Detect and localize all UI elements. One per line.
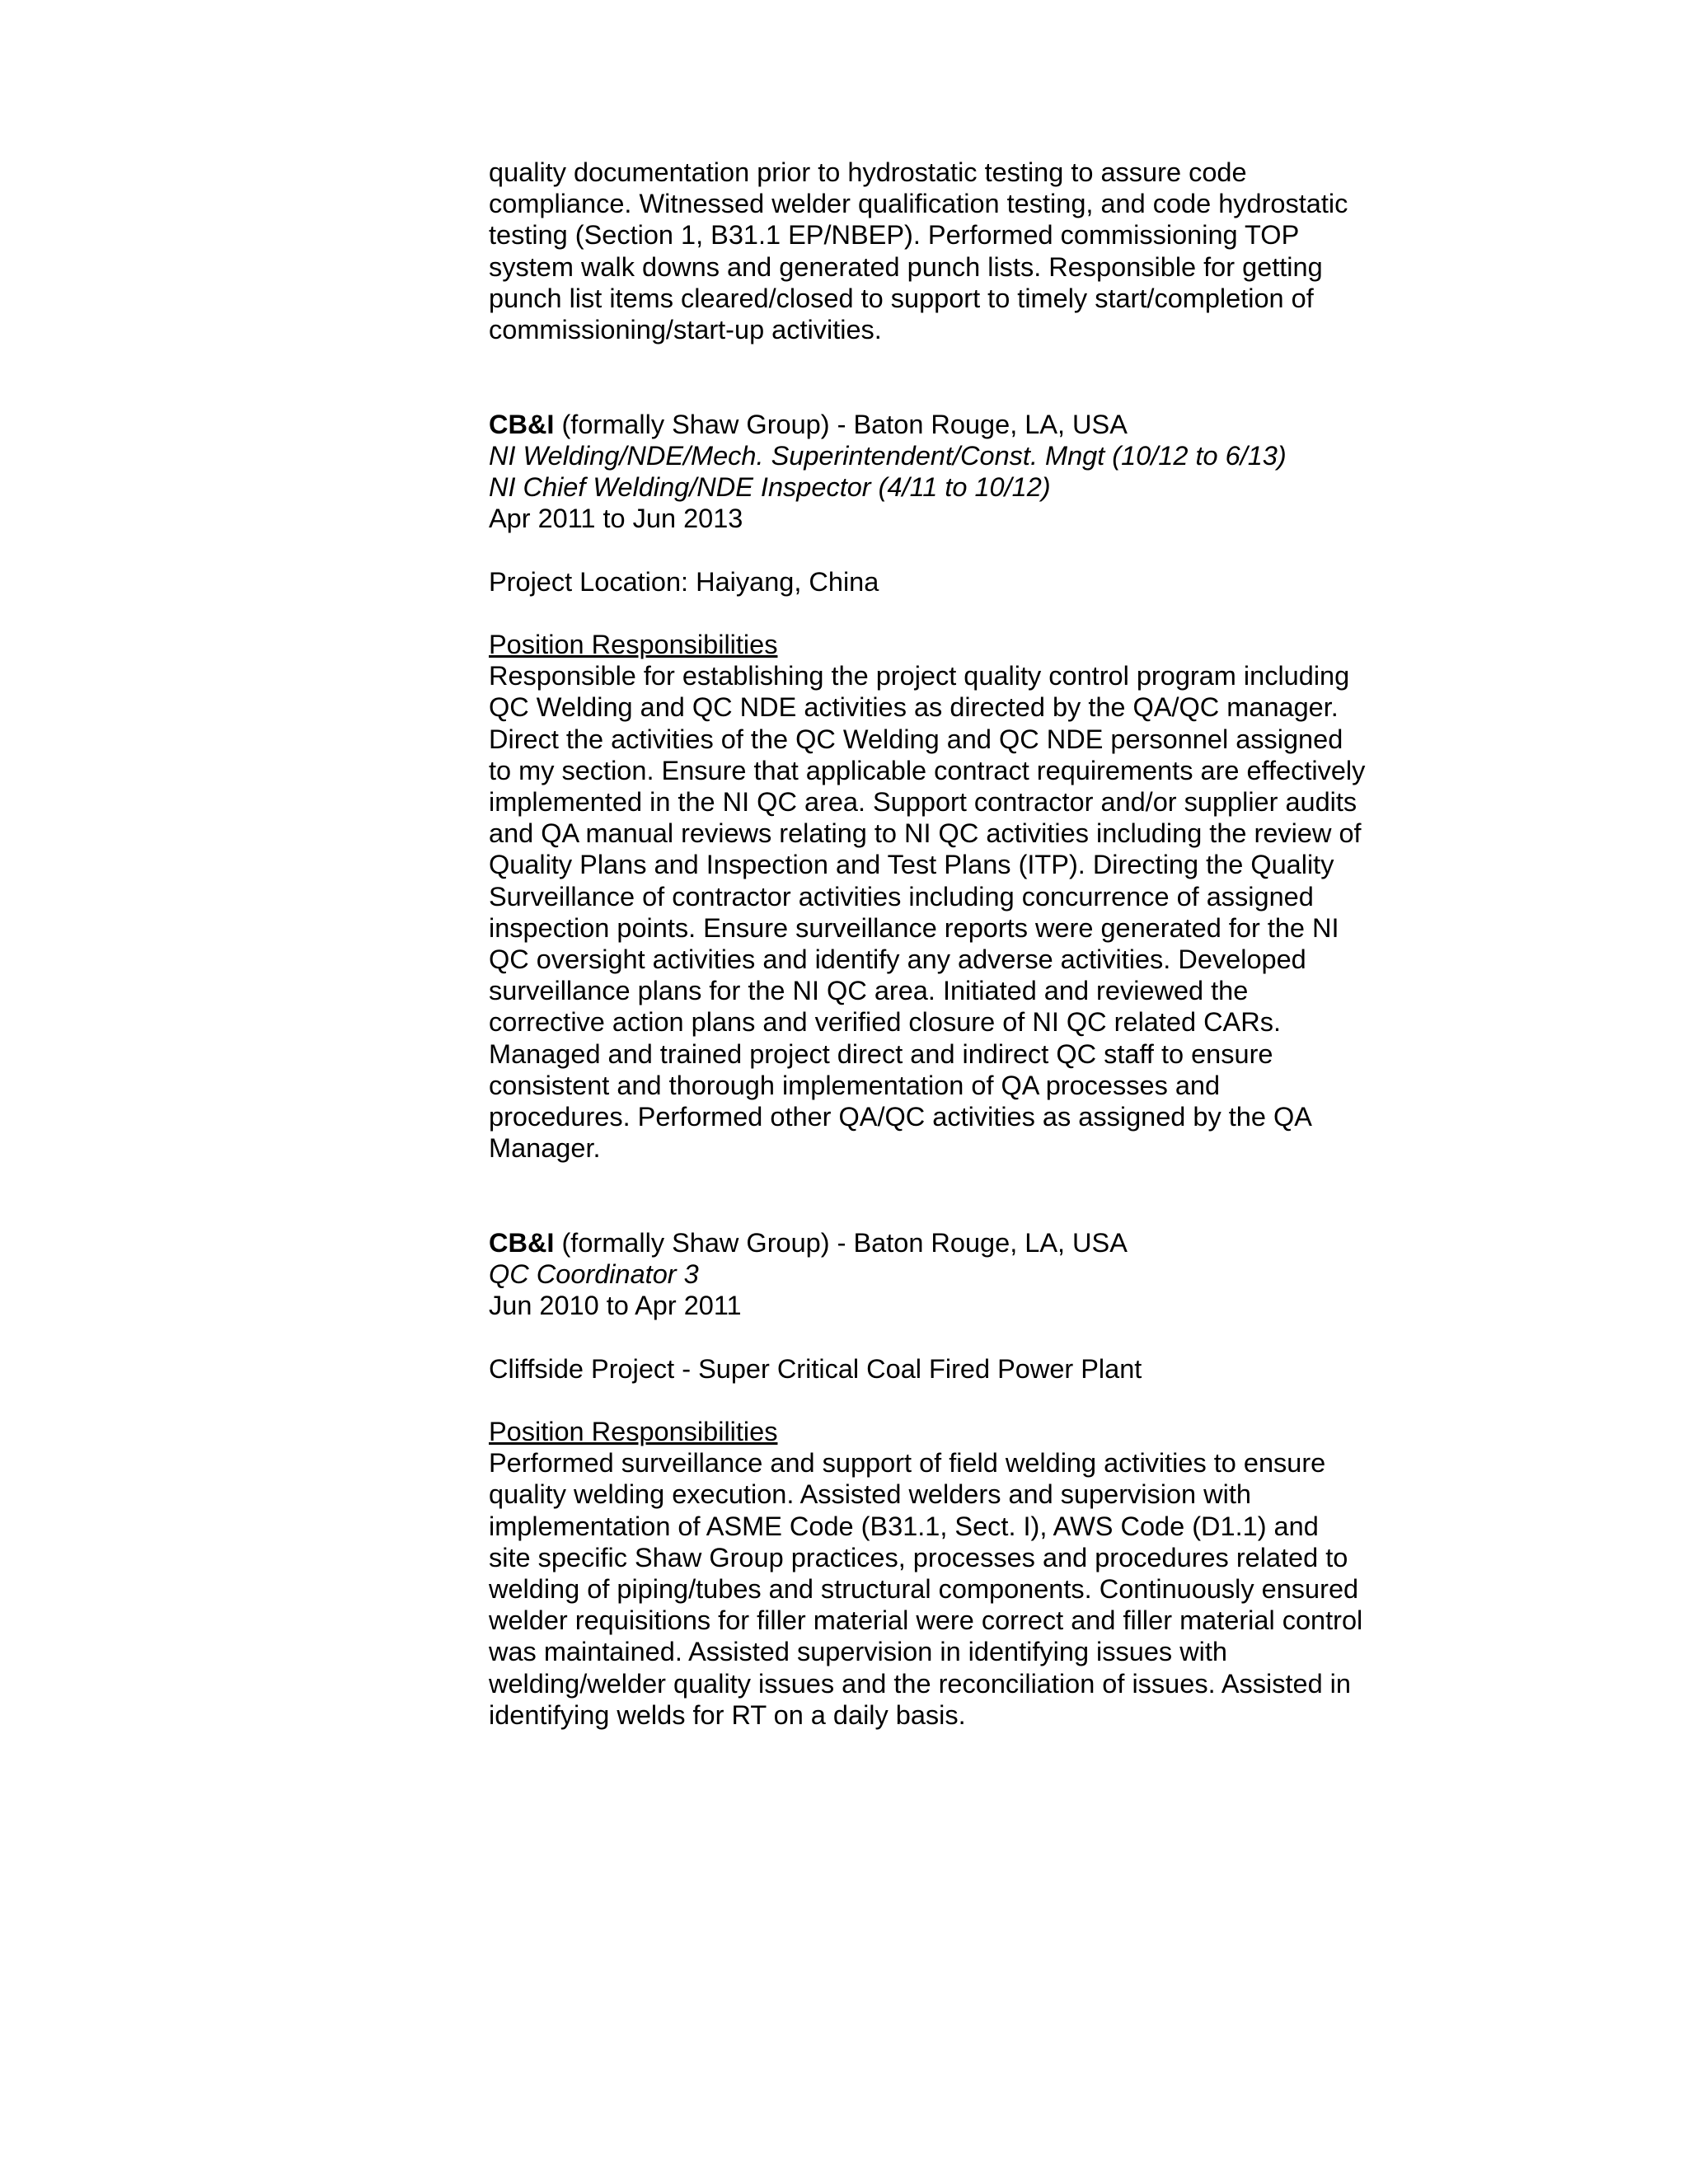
job-entry — [489, 409, 1420, 1165]
company-name: CB&I — [489, 1227, 555, 1258]
company-detail: (formally Shaw Group) - Baton Rouge, LA, USA — [554, 409, 1128, 439]
paragraph-line: implementation of ASME Code (B31.1, Sect. I), AWS Code (D1.1) and — [489, 1511, 1319, 1541]
paragraph-line: Managed and trained project direct and indirect QC staff to ensure — [489, 1038, 1273, 1069]
paragraph-line: was maintained. Assisted supervision in identifying issues with — [489, 1637, 1228, 1667]
paragraph-line: welding of piping/tubes and structural components. Continuously ensured — [489, 1574, 1359, 1605]
paragraph-line: site specific Shaw Group practices, processes and procedures related to — [489, 1542, 1348, 1572]
job-dates: Apr 2011 to Jun 2013 — [489, 504, 743, 534]
company-name: CB&I — [489, 409, 555, 439]
paragraph-line: Surveillance of contractor activities including concurrence of assigned — [489, 881, 1314, 912]
section-heading: Position Responsibilities — [489, 630, 778, 659]
company-detail: (formally Shaw Group) - Baton Rouge, LA, USA — [554, 1227, 1128, 1258]
paragraph-line: implemented in the NI QC area. Support contractor and/or supplier audits — [489, 787, 1357, 818]
paragraph-line: commissioning/start-up activities. — [489, 315, 882, 345]
paragraph-line: QC Welding and QC NDE activities as directed by the QA/QC manager. — [489, 692, 1339, 723]
responsibilities-paragraph — [489, 1447, 1420, 1731]
responsibilities-paragraph — [489, 660, 1420, 1164]
paragraph-line: identifying welds for RT on a daily basis. — [489, 1699, 966, 1730]
paragraph-line: surveillance plans for the NI QC area. Initiated and reviewed the — [489, 976, 1249, 1006]
paragraph-line: and QA manual reviews relating to NI QC activities including the review of — [489, 818, 1362, 849]
paragraph-line: quality documentation prior to hydrostatic testing to assure code — [489, 157, 1247, 187]
paragraph-line: Performed surveillance and support of field welding activities to ensure — [489, 1448, 1326, 1479]
paragraph-line: welding/welder quality issues and the reconciliation of issues. Assisted in — [489, 1668, 1351, 1699]
intro-paragraph — [489, 157, 1420, 345]
paragraph-line: testing (Section 1, B31.1 EP/NBEP). Performed commissioning TOP — [489, 220, 1300, 251]
job-employer-line — [489, 409, 1420, 440]
job-title: NI Chief Welding/NDE Inspector (4/11 to 10/12) — [489, 472, 1051, 503]
paragraph-line: punch list items cleared/closed to support to timely start/completion of — [489, 283, 1314, 313]
paragraph-line: welder requisitions for filler material were correct and filler material control — [489, 1605, 1363, 1636]
resume-page — [489, 157, 1420, 1731]
paragraph-line: system walk downs and generated punch lists. Responsible for getting — [489, 251, 1323, 282]
section-heading: Position Responsibilities — [489, 1417, 778, 1447]
paragraph-line: inspection points. Ensure surveillance reports were generated for the NI — [489, 912, 1339, 943]
paragraph-line: to my section. Ensure that applicable contract requirements are effectively — [489, 755, 1366, 785]
project-name: Cliffside Project - Super Critical Coal Fired Power Plant — [489, 1353, 1142, 1384]
paragraph-line: Manager. — [489, 1133, 601, 1164]
project-location: Project Location: Haiyang, China — [489, 566, 879, 597]
paragraph-line: consistent and thorough implementation of QA processes and — [489, 1070, 1221, 1100]
paragraph-line: QC oversight activities and identify any adverse activities. Developed — [489, 944, 1306, 975]
paragraph-line: Quality Plans and Inspection and Test Plans (ITP). Directing the Quality — [489, 850, 1334, 880]
paragraph-line: Direct the activities of the QC Welding and QC NDE personnel assigned — [489, 724, 1343, 754]
paragraph-line: quality welding execution. Assisted welders and supervision with — [489, 1479, 1251, 1510]
job-entry — [489, 1227, 1420, 1731]
job-title: QC Coordinator 3 — [489, 1259, 699, 1290]
paragraph-line: corrective action plans and verified closure of NI QC related CARs. — [489, 1007, 1281, 1038]
paragraph-line: Responsible for establishing the project quality control program including — [489, 661, 1350, 691]
job-title: NI Welding/NDE/Mech. Superintendent/Const. Mngt (10/12 to 6/13) — [489, 440, 1287, 471]
paragraph-line: compliance. Witnessed welder qualification testing, and code hydrostatic — [489, 189, 1348, 219]
paragraph-line: procedures. Performed other QA/QC activities as assigned by the QA — [489, 1102, 1312, 1132]
job-employer-line — [489, 1227, 1420, 1258]
job-dates: Jun 2010 to Apr 2011 — [489, 1291, 742, 1321]
